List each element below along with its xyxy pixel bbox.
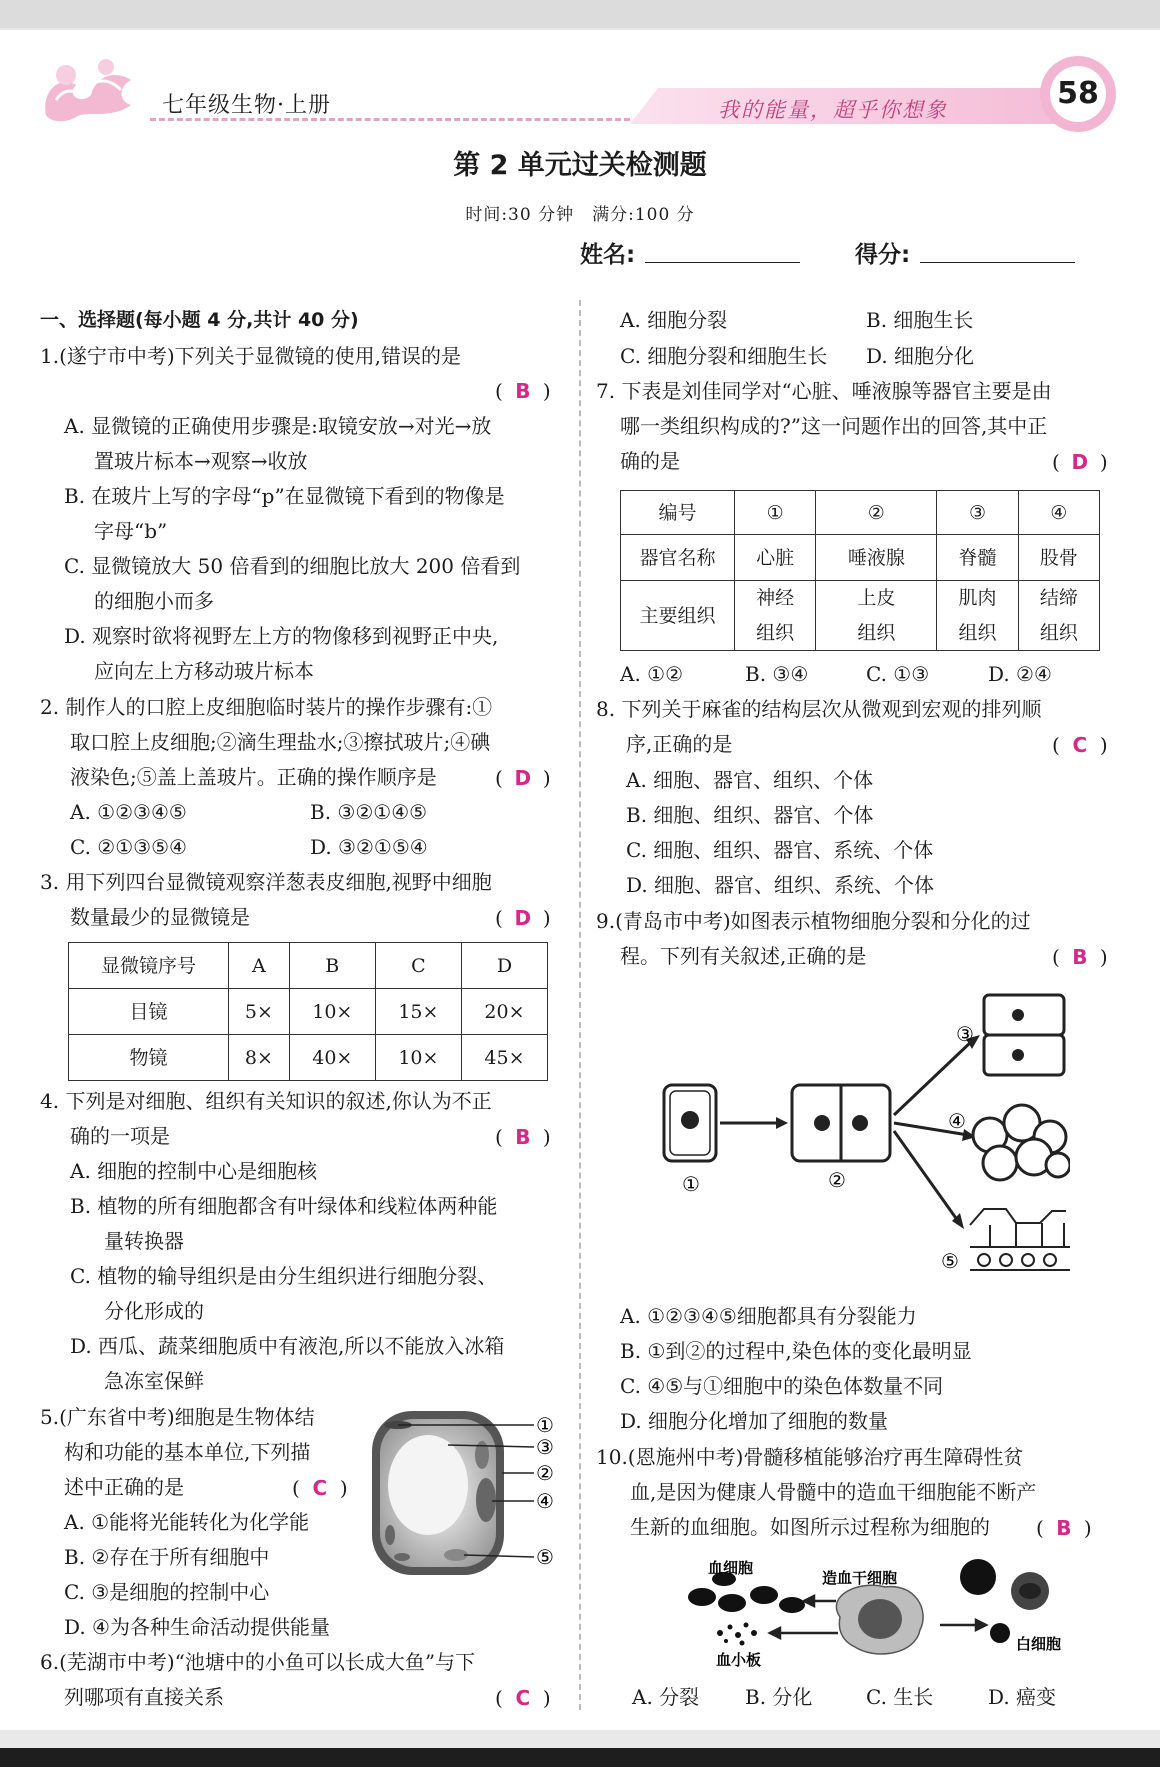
q10-stem-3: 生新的血细胞。如图所示过程称为细胞的 bbox=[630, 1515, 990, 1539]
q10-stem: 10.(恩施州中考)骨髓移植能够治疗再生障碍性贫 bbox=[596, 1445, 1024, 1469]
q2-option-b: B. ③②①④⑤ bbox=[310, 800, 428, 824]
q7-cell: 编号 bbox=[621, 491, 735, 535]
q3-table bbox=[68, 942, 548, 1081]
q7-cell: 组织 bbox=[816, 616, 937, 651]
q9-option-c: C. ④⑤与①细胞中的染色体数量不同 bbox=[620, 1374, 944, 1398]
q7-cell: 股骨 bbox=[1018, 535, 1099, 581]
q6-option-d: D. 细胞分化 bbox=[866, 344, 975, 368]
q9-label: ⑤ bbox=[941, 1249, 959, 1273]
q1-option-d: D. 观察时欲将视野左上方的物像移到视野正中央, bbox=[64, 624, 499, 648]
q2-stem-3: 液染色;⑤盖上盖玻片。正确的操作顺序是 bbox=[70, 765, 437, 789]
column-divider bbox=[579, 300, 581, 1710]
top-edge bbox=[0, 0, 1160, 28]
vacuole-icon bbox=[388, 1435, 468, 1535]
bottom-edge bbox=[0, 1748, 1160, 1767]
q3-cell: A bbox=[229, 943, 290, 989]
q10-stem-2: 血,是因为健康人骨髓中的造血干细胞能不断产 bbox=[630, 1480, 1037, 1504]
q3-stem-2: 数量最少的显微镜是 bbox=[70, 905, 250, 929]
q9-label: ① bbox=[682, 1172, 700, 1196]
q3-cell: 目镜 bbox=[69, 989, 229, 1035]
q3-cell: 40× bbox=[289, 1035, 375, 1081]
floral-ornament-icon bbox=[36, 55, 141, 125]
q2-option-d: D. ③②①⑤④ bbox=[310, 835, 428, 859]
cell-division-diagram bbox=[650, 985, 1070, 1290]
q7-cell: ① bbox=[735, 491, 816, 535]
q7-cell: 结缔 bbox=[1018, 581, 1099, 616]
q9-stem-2: 程。下列有关叙述,正确的是 bbox=[620, 944, 867, 968]
q3-cell: C bbox=[375, 943, 461, 989]
q9-answer: ( B ) bbox=[1052, 945, 1108, 969]
q3-cell: 20× bbox=[461, 989, 547, 1035]
q1-stem: 1.(遂宁市中考)下列关于显微镜的使用,错误的是 bbox=[40, 344, 462, 368]
q8-option-a: A. 细胞、器官、组织、个体 bbox=[626, 768, 874, 792]
q8-option-c: C. 细胞、组织、器官、系统、个体 bbox=[626, 838, 934, 862]
q4-answer: ( B ) bbox=[495, 1125, 551, 1149]
q7-option-a: A. ①② bbox=[620, 662, 684, 686]
q5-option-b: B. ②存在于所有细胞中 bbox=[64, 1545, 270, 1569]
q7-option-b: B. ③④ bbox=[745, 662, 809, 686]
score-field[interactable] bbox=[920, 262, 1075, 263]
q6-stem: 6.(芜湖市中考)“池塘中的小鱼可以长成大鱼”与下 bbox=[40, 1650, 476, 1674]
q7-cell: 组织 bbox=[937, 616, 1018, 651]
q3-cell: 物镜 bbox=[69, 1035, 229, 1081]
q8-option-b: B. 细胞、组织、器官、个体 bbox=[626, 803, 874, 827]
q2-option-c: C. ②①③⑤④ bbox=[70, 835, 187, 859]
q10-option-d: D. 癌变 bbox=[988, 1685, 1057, 1709]
name-field[interactable] bbox=[645, 262, 800, 263]
score-label: 得分: bbox=[855, 242, 911, 268]
q9-option-a: A. ①②③④⑤细胞都具有分裂能力 bbox=[620, 1304, 917, 1328]
q4-option-d: D. 西瓜、蔬菜细胞质中有液泡,所以不能放入冰箱 bbox=[70, 1334, 505, 1358]
q7-cell: ② bbox=[816, 491, 937, 535]
q3-cell: 显微镜序号 bbox=[69, 943, 229, 989]
q6-option-b: B. 细胞生长 bbox=[866, 308, 974, 332]
q7-option-c: C. ①③ bbox=[866, 662, 930, 686]
q7-cell: ③ bbox=[937, 491, 1018, 535]
q5-answer: ( C ) bbox=[292, 1476, 348, 1500]
q5-stem: 5.(广东省中考)细胞是生物体结 bbox=[40, 1405, 315, 1429]
header-slogan: 我的能量，超乎你想象 bbox=[718, 98, 948, 122]
label-blood-cells: 血细胞 bbox=[708, 1559, 754, 1577]
q3-cell: 10× bbox=[375, 1035, 461, 1081]
q5-label: ⑤ bbox=[536, 1545, 554, 1569]
platelets-icon bbox=[717, 1623, 757, 1646]
q9-option-d: D. 细胞分化增加了细胞的数量 bbox=[620, 1409, 889, 1433]
q6-answer: ( C ) bbox=[495, 1686, 551, 1710]
q5-stem-3: 述中正确的是 bbox=[64, 1475, 184, 1499]
q4-option-b: B. 植物的所有细胞都含有叶绿体和线粒体两种能 bbox=[70, 1194, 498, 1218]
page-number: 58 bbox=[1050, 66, 1106, 122]
name-label: 姓名: bbox=[580, 242, 636, 268]
q7-stem-2: 哪一类组织构成的?”这一问题作出的回答,其中正 bbox=[620, 414, 1048, 438]
q7-stem-3: 确的是 bbox=[620, 449, 680, 473]
q7-cell: 肌肉 bbox=[937, 581, 1018, 616]
q3-cell: D bbox=[461, 943, 547, 989]
q9-option-b: B. ①到②的过程中,染色体的变化最明显 bbox=[620, 1339, 972, 1363]
q5-label: ② bbox=[536, 1461, 554, 1485]
q1-option-d-cont: 应向左上方移动玻片标本 bbox=[94, 659, 314, 683]
q9-label: ③ bbox=[956, 1022, 974, 1046]
q6-option-c: C. 细胞分裂和细胞生长 bbox=[620, 344, 828, 368]
q4-option-c: C. 植物的输导组织是由分生组织进行细胞分裂、 bbox=[70, 1264, 498, 1288]
q7-cell: 脊髓 bbox=[937, 535, 1018, 581]
q4-stem-2: 确的一项是 bbox=[70, 1124, 170, 1148]
q5-option-d: D. ④为各种生命活动提供能量 bbox=[64, 1615, 330, 1639]
tissue-layer-icon bbox=[970, 1209, 1070, 1270]
q8-stem: 8. 下列关于麻雀的结构层次从微观到宏观的排列顺 bbox=[596, 697, 1042, 721]
nucleus-icon bbox=[681, 1111, 699, 1129]
q7-answer: ( D ) bbox=[1052, 450, 1108, 474]
label-stem-cell: 造血干细胞 bbox=[822, 1569, 898, 1587]
section-heading: 一、选择题(每小题 4 分,共计 40 分) bbox=[40, 309, 359, 331]
q3-cell: 8× bbox=[229, 1035, 290, 1081]
nucleus-icon bbox=[476, 1478, 496, 1522]
q8-stem-2: 序,正确的是 bbox=[626, 732, 733, 756]
q10-answer: ( B ) bbox=[1036, 1516, 1092, 1540]
q1-option-c-cont: 的细胞小而多 bbox=[94, 589, 214, 613]
q7-cell: 神经 bbox=[735, 581, 816, 616]
q3-cell: 10× bbox=[289, 989, 375, 1035]
q10-option-a: A. 分裂 bbox=[632, 1685, 700, 1709]
q6-stem-2: 列哪项有直接关系 bbox=[64, 1685, 224, 1709]
q2-answer: ( D ) bbox=[495, 766, 551, 790]
q7-stem: 7. 下表是刘佳同学对“心脏、唾液腺等器官主要是由 bbox=[596, 379, 1052, 403]
q7-cell: 上皮 bbox=[816, 581, 937, 616]
tissue-cluster-icon bbox=[973, 1105, 1070, 1180]
q1-option-a: A. 显微镜的正确使用步骤是:取镜安放→对光→放 bbox=[64, 414, 492, 438]
q1-option-b: B. 在玻片上写的字母“p”在显微镜下看到的物像是 bbox=[64, 484, 505, 508]
q7-cell: 唾液腺 bbox=[816, 535, 937, 581]
q4-option-a: A. 细胞的控制中心是细胞核 bbox=[70, 1159, 318, 1183]
q1-option-a-cont: 置玻片标本→观察→收放 bbox=[94, 449, 308, 473]
q1-answer: ( B ) bbox=[495, 379, 551, 403]
q4-option-d-cont: 急冻室保鲜 bbox=[104, 1369, 204, 1393]
q2-stem: 2. 制作人的口腔上皮细胞临时装片的操作步骤有:① bbox=[40, 695, 493, 719]
q4-stem: 4. 下列是对细胞、组织有关知识的叙述,你认为不正 bbox=[40, 1089, 492, 1113]
q3-answer: ( D ) bbox=[495, 906, 551, 930]
q1-option-c: C. 显微镜放大 50 倍看到的细胞比放大 200 倍看到 bbox=[64, 554, 521, 578]
q2-option-a: A. ①②③④⑤ bbox=[70, 800, 187, 824]
q5-option-c: C. ③是细胞的控制中心 bbox=[64, 1580, 270, 1604]
header-dash bbox=[150, 118, 630, 121]
q10-option-c: C. 生长 bbox=[866, 1685, 934, 1709]
q9-stem: 9.(青岛市中考)如图表示植物细胞分裂和分化的过 bbox=[596, 909, 1031, 933]
q8-option-d: D. 细胞、器官、组织、系统、个体 bbox=[626, 873, 935, 897]
q5-label: ③ bbox=[536, 1435, 554, 1459]
q7-option-d: D. ②④ bbox=[988, 662, 1052, 686]
q3-cell: B bbox=[289, 943, 375, 989]
blood-cell-diagram bbox=[680, 1555, 1100, 1680]
q10-option-b: B. 分化 bbox=[745, 1685, 813, 1709]
q6-option-a: A. 细胞分裂 bbox=[620, 308, 728, 332]
q3-cell: 45× bbox=[461, 1035, 547, 1081]
q7-cell: ④ bbox=[1018, 491, 1099, 535]
q7-table bbox=[620, 490, 1100, 651]
q7-cell: 主要组织 bbox=[621, 581, 735, 651]
q3-cell: 15× bbox=[375, 989, 461, 1035]
q5-option-a: A. ①能将光能转化为化学能 bbox=[64, 1510, 310, 1534]
page-title: 第 2 单元过关检测题 bbox=[453, 150, 707, 181]
q1-option-b-cont: 字母“b” bbox=[94, 519, 168, 543]
book-title: 七年级生物·上册 bbox=[162, 93, 331, 118]
q3-cell: 5× bbox=[229, 989, 290, 1035]
q7-cell: 心脏 bbox=[735, 535, 816, 581]
q8-answer: ( C ) bbox=[1052, 733, 1108, 757]
red-blood-cells-icon bbox=[688, 1572, 805, 1613]
label-white-cells: 白细胞 bbox=[1016, 1635, 1062, 1653]
q9-label: ② bbox=[828, 1168, 846, 1192]
q2-stem-2: 取口腔上皮细胞;②滴生理盐水;③擦拭玻片;④碘 bbox=[70, 730, 491, 754]
label-platelets: 血小板 bbox=[716, 1651, 762, 1669]
q4-option-b-cont: 量转换器 bbox=[104, 1229, 184, 1253]
q5-stem-2: 构和功能的基本单位,下列描 bbox=[64, 1440, 311, 1464]
q5-label: ① bbox=[536, 1413, 554, 1437]
plant-cell-diagram bbox=[368, 1405, 568, 1580]
exam-meta: 时间:30 分钟 满分:100 分 bbox=[465, 205, 695, 225]
q7-cell: 器官名称 bbox=[621, 535, 735, 581]
q3-stem: 3. 用下列四台显微镜观察洋葱表皮细胞,视野中细胞 bbox=[40, 870, 492, 894]
white-cell-icon bbox=[960, 1559, 996, 1595]
q7-cell: 组织 bbox=[1018, 616, 1099, 651]
q7-cell: 组织 bbox=[735, 616, 816, 651]
q9-label: ④ bbox=[948, 1109, 966, 1133]
q5-label: ④ bbox=[536, 1489, 554, 1513]
q4-option-c-cont: 分化形成的 bbox=[104, 1299, 204, 1323]
